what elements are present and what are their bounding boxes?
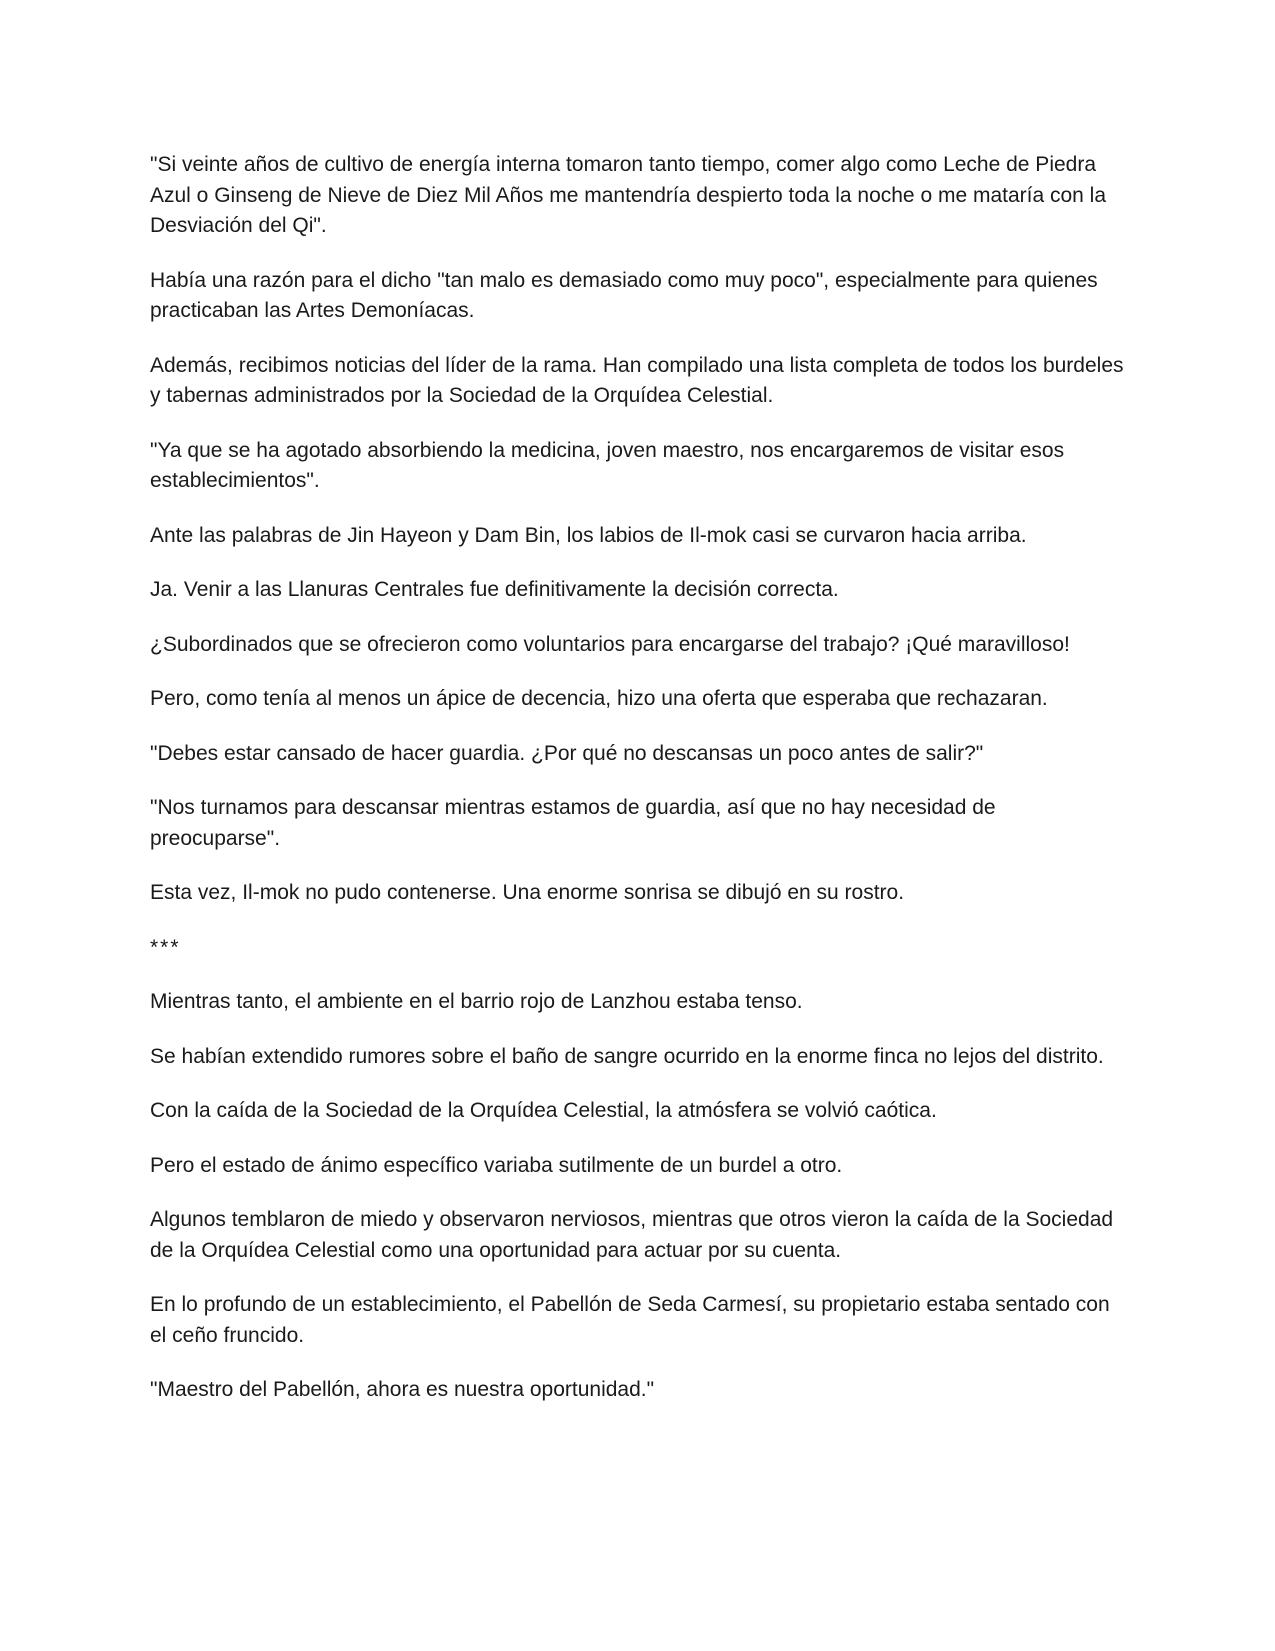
paragraph: ¿Subordinados que se ofrecieron como voluntarios para encargarse del trabajo? ¡Qué maravilloso! bbox=[150, 632, 1070, 656]
paragraph: Había una razón para el dicho "tan malo es demasiado como muy poco", especialmente para quienes practicaban las Artes Demoníacas. bbox=[150, 268, 1098, 322]
paragraph: "Maestro del Pabellón, ahora es nuestra oportunidad." bbox=[150, 1378, 655, 1401]
paragraph: "Nos turnamos para descansar mientras estamos de guardia, así que no hay necesidad de preocuparse". bbox=[150, 796, 996, 850]
paragraph: Ante las palabras de Jin Hayeon y Dam Bin, los labios de Il-mok casi se curvaron hacia arriba. bbox=[150, 523, 1027, 547]
paragraph: Mientras tanto, el ambiente en el barrio rojo de Lanzhou estaba tenso. bbox=[150, 990, 803, 1013]
paragraph: "Si veinte años de cultivo de energía interna tomaron tanto tiempo, comer algo como Leche de Piedra Azul o Ginseng de Nieve de Diez Mil Años me mantendría despierto toda la noche o me mataría con la Desviación del Qi". bbox=[150, 153, 1107, 237]
paragraph: "Ya que se ha agotado absorbiendo la medicina, joven maestro, nos encargaremos de visitar esos establecimientos". bbox=[150, 438, 1065, 492]
paragraph: Ja. Venir a las Llanuras Centrales fue definitivamente la decisión correcta. bbox=[150, 578, 839, 601]
paragraph: Algunos temblaron de miedo y observaron nerviosos, mientras que otros vieron la caída de la Sociedad de la Orquídea Celestial como una oportunidad para actuar por su cuenta. bbox=[150, 1208, 1114, 1262]
paragraph: En lo profundo de un establecimiento, el Pabellón de Seda Carmesí, su propietario estaba sentado con el ceño fruncido. bbox=[150, 1293, 1110, 1347]
paragraph: Esta vez, Il-mok no pudo contenerse. Una enorme sonrisa se dibujó en su rostro. bbox=[150, 881, 905, 904]
paragraph: Pero, como tenía al menos un ápice de decencia, hizo una oferta que esperaba que rechazaran. bbox=[150, 687, 1048, 710]
paragraph: Además, recibimos noticias del líder de la rama. Han compilado una lista completa de todos los burdeles y tabernas administrados por la Sociedad de la Orquídea Celestial. bbox=[150, 353, 1124, 407]
paragraph: Pero el estado de ánimo específico variaba sutilmente de un burdel a otro. bbox=[150, 1153, 843, 1177]
paragraph: Con la caída de la Sociedad de la Orquídea Celestial, la atmósfera se volvió caótica. bbox=[150, 1099, 937, 1122]
paragraph: Se habían extendido rumores sobre el baño de sangre ocurrido en la enorme finca no lejos del distrito. bbox=[150, 1044, 1104, 1068]
section-divider: *** bbox=[150, 935, 181, 959]
paragraph: "Debes estar cansado de hacer guardia. ¿Por qué no descansas un poco antes de salir?" bbox=[150, 741, 984, 765]
document-page bbox=[150, 150, 1125, 1430]
